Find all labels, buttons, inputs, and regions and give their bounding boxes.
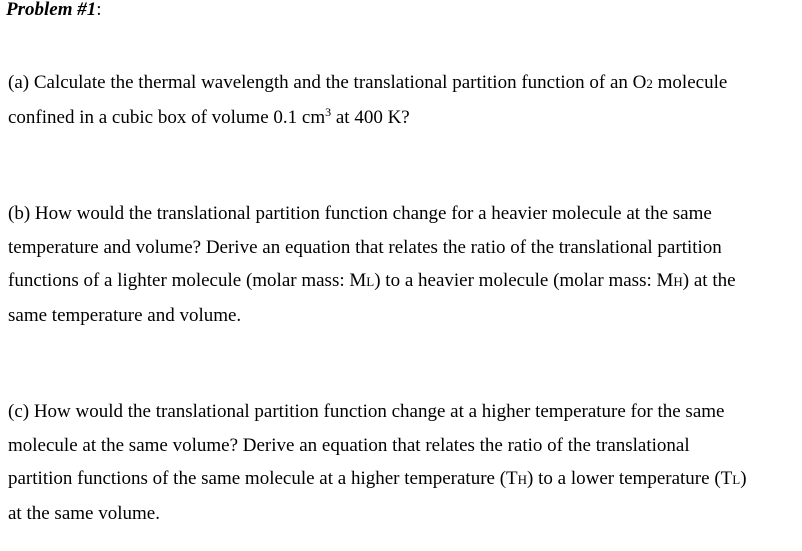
part-c-line-4: at the same volume.: [8, 502, 160, 524]
part-b-line-3-tail: ) at the: [682, 270, 736, 291]
part-b-line-4: same temperature and volume.: [8, 304, 242, 326]
problem-title-text: Problem #1: [6, 0, 97, 20]
mh-subscript: H: [673, 274, 683, 289]
part-b-line-3-text: functions of a lighter molecule (molar mass: M: [8, 270, 367, 291]
o2-subscript: 2: [646, 76, 653, 91]
part-a-line-1-tail: molecule: [652, 72, 728, 93]
part-c-line-1: (c) How would the translational partition function change at a higher temperature for the same: [8, 401, 725, 422]
part-a-line-2-tail: at 400 K?: [331, 106, 410, 128]
problem-part-b: [8, 197, 798, 332]
cm3-superscript: 3: [325, 104, 332, 119]
part-c-line-3-middle: ) to a lower temperature (T: [527, 468, 733, 489]
problem-title: [6, 0, 102, 23]
problem-part-c: [8, 395, 798, 530]
part-a-line-1-text: (a) Calculate the thermal wavelength and the translational partition function of an O: [8, 72, 647, 93]
part-b-line-3-middle: ) to a heavier molecule (molar mass: M: [374, 270, 674, 291]
problem-part-a: [8, 66, 798, 134]
part-b-line-3: [8, 264, 798, 299]
part-c-line-3: [8, 462, 798, 497]
part-a-line-1: [8, 66, 798, 101]
part-c-line-3-text: partition functions of the same molecule at a higher temperature (T: [8, 468, 518, 489]
tl-subscript: L: [732, 472, 741, 487]
part-c-line-2: molecule at the same volume? Derive an equation that relates the ratio of the translational: [8, 434, 690, 456]
part-c-line-3-tail: ): [740, 468, 747, 489]
part-a-line-2: [8, 101, 798, 135]
part-a-line-2-text: confined in a cubic box of volume 0.1 cm: [8, 106, 326, 128]
problem-title-colon: :: [96, 0, 102, 20]
part-b-line-1: (b) How would the translational partition function change for a heavier molecule at the same: [8, 203, 712, 224]
part-b-line-2: temperature and volume? Derive an equation that relates the ratio of the translational partition: [8, 236, 722, 258]
ml-subscript: L: [366, 274, 375, 289]
th-subscript: H: [517, 472, 528, 487]
